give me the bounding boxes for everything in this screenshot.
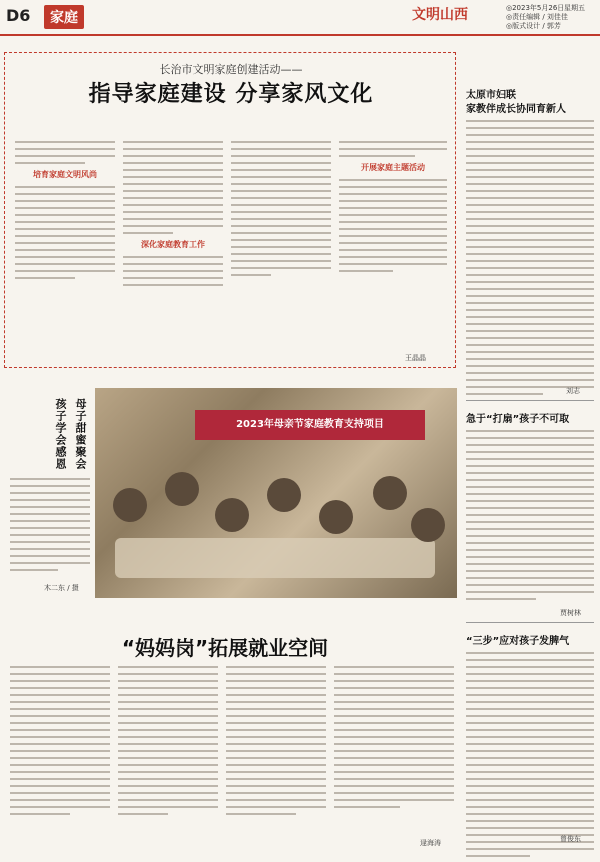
page-number: D6 <box>6 6 31 25</box>
right-column <box>466 52 594 842</box>
lead-column-4 <box>339 141 447 361</box>
event-photo <box>95 388 457 598</box>
date-block <box>506 4 585 31</box>
lead-kicker: 长治市文明家庭创建活动—— <box>159 63 303 76</box>
lead-credit: 王晶晶 <box>405 354 426 362</box>
weekday: 星期五 <box>564 4 585 12</box>
lead-subhead-3: 开展家庭主题活动 <box>361 163 425 172</box>
designer-line: ◎版式设计 / 郭芳 <box>506 22 561 30</box>
editor-line: ◎责任编辑 / 刘佳佳 <box>506 13 568 21</box>
section-label: 家庭 <box>44 5 84 29</box>
bottom-credit: 逯海涛 <box>420 839 441 847</box>
lead-subhead-1: 培育家庭文明风尚 <box>33 170 97 179</box>
lead-column-1 <box>15 141 115 361</box>
right-credit-1: 刘志 <box>566 387 580 395</box>
right-title-2: 急于“打扇”孩子不可取 <box>466 414 570 425</box>
right-credit-3: 曾俊东 <box>560 835 581 843</box>
photo-title-line-2: 孩子学会感恩 <box>54 398 67 470</box>
lead-headline: 指导家庭建设 分享家风文化 <box>88 82 374 107</box>
bottom-column-3 <box>226 666 326 841</box>
right-article-3 <box>466 652 594 862</box>
photo-feature-title <box>48 398 98 478</box>
photo-table <box>115 538 435 578</box>
bottom-column-1 <box>10 666 110 841</box>
masthead-logo: 文明山西 <box>412 7 468 23</box>
photo-banner: 2023年母亲节家庭教育支持项目 <box>195 410 425 440</box>
right-title-3: “三步”应对孩子发脾气 <box>466 636 570 647</box>
issue-date: ◎2023年5月26日 <box>506 4 565 12</box>
right-article-1 <box>466 120 594 400</box>
right-article-2 <box>466 430 594 605</box>
lead-column-2 <box>123 141 223 361</box>
right-credit-2: 贾树林 <box>560 609 581 617</box>
photo-title-line-1: 母子甜蜜聚会 <box>74 398 87 470</box>
page-header <box>0 0 600 36</box>
right-title-1b: 家教伴成长协同育新人 <box>466 104 566 115</box>
photo-credit: 木二东 / 摄 <box>44 584 79 592</box>
right-title-1a: 太原市妇联 <box>466 90 516 101</box>
bottom-headline: “妈妈岗”拓展就业空间 <box>121 636 329 660</box>
lead-subhead-2: 深化家庭教育工作 <box>141 240 205 249</box>
lead-column-3 <box>231 141 331 361</box>
bottom-column-2 <box>118 666 218 841</box>
photo-caption <box>10 478 90 588</box>
bottom-column-4 <box>334 666 454 841</box>
lead-article <box>4 52 456 368</box>
